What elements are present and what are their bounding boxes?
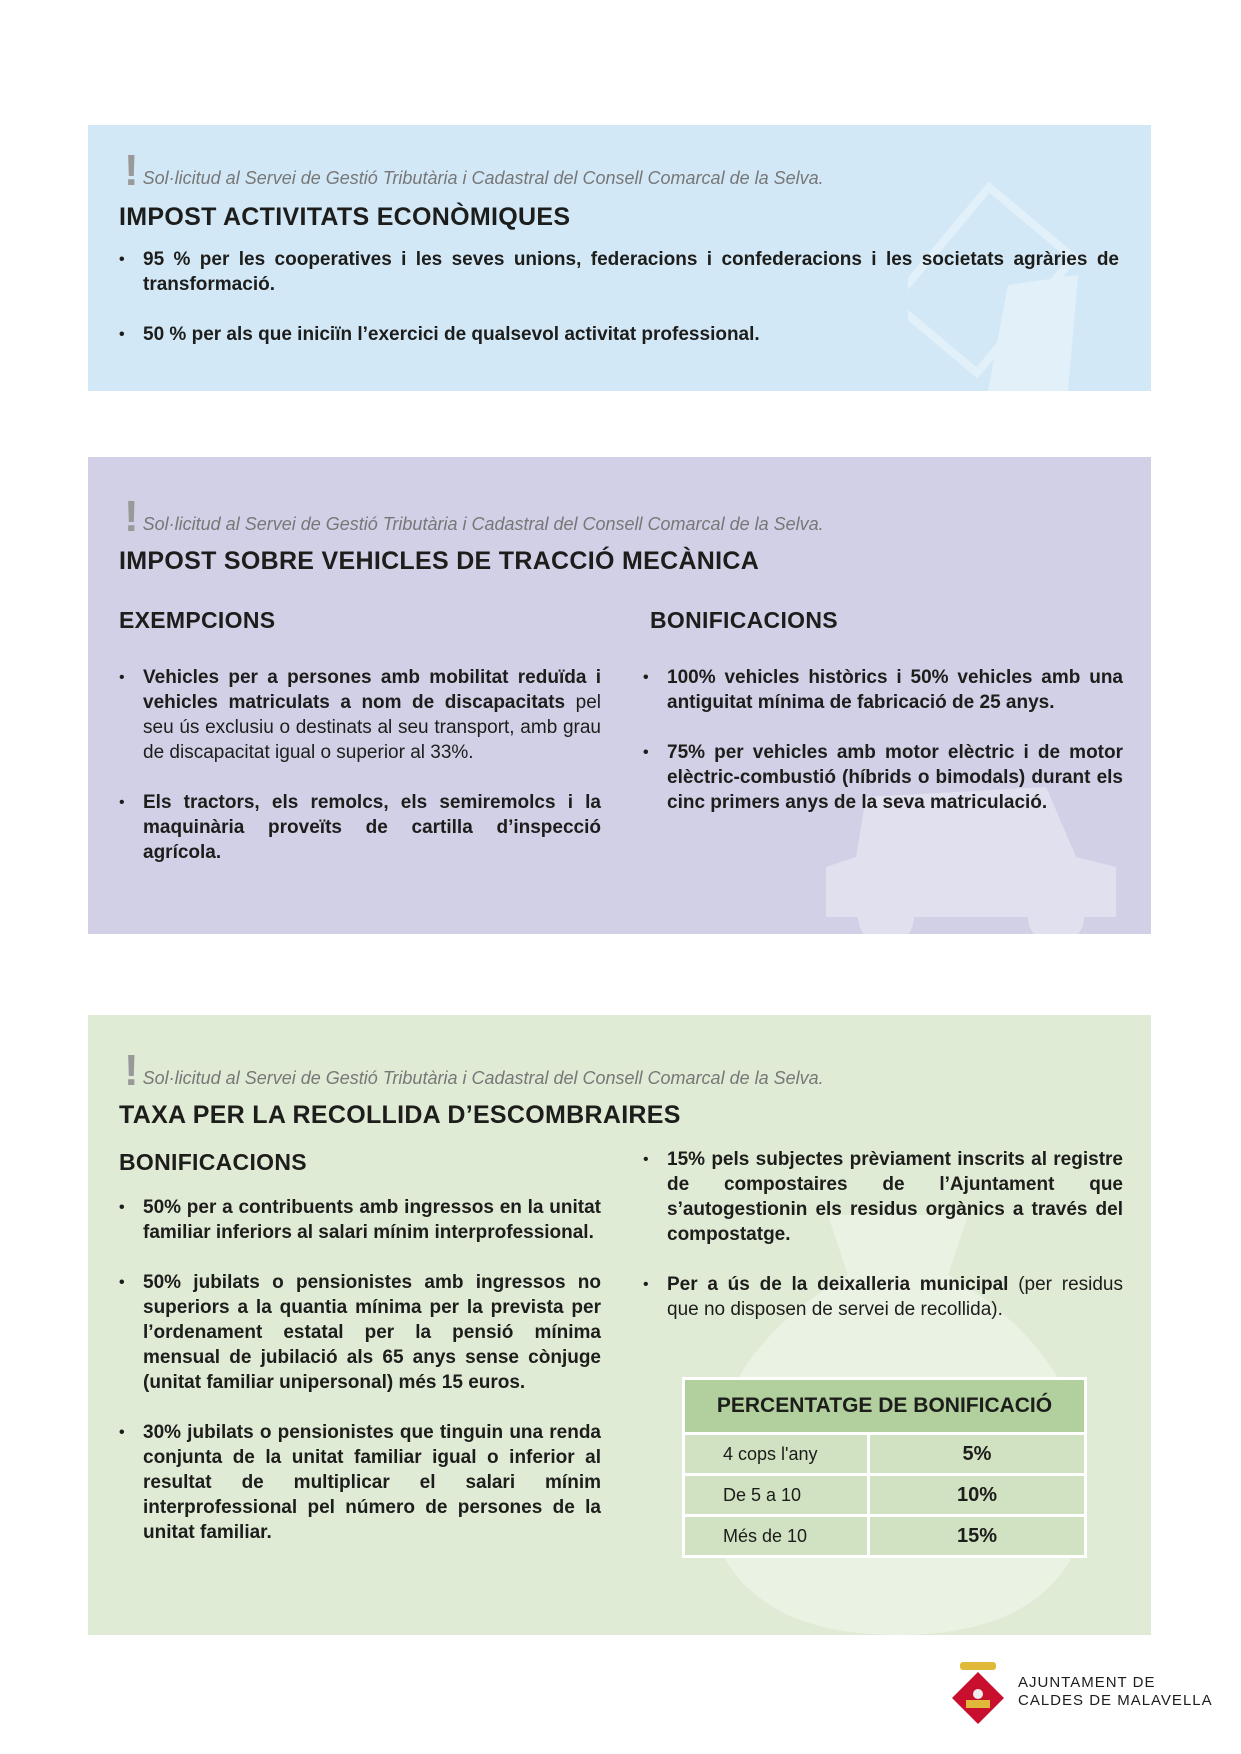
bonificacions-title: BONIFICACIONS (119, 1149, 307, 1175)
item-bold: Els tractors, els remolcs, els semiremolcs i la maquinària proveïts de cartilla d’inspecció agrícola. (143, 792, 601, 863)
exempcions-title: EXEMPCIONS (119, 607, 276, 633)
cell-percent: 10% (869, 1475, 1086, 1516)
left-list (119, 1195, 601, 1570)
table-row (684, 1516, 1086, 1557)
request-note (124, 146, 824, 195)
list-item (643, 1272, 1123, 1322)
list-item (119, 790, 601, 865)
item-text: (per residus que no disposen de servei de recollida). (667, 1274, 1123, 1320)
exclamation-icon: ! (124, 146, 139, 195)
list-item: • 50% per a contribuents amb ingressos en la unitat familiar inferiors al salari mínim interprofessional. (119, 1195, 601, 1245)
logo-line: AJUNTAMENT DE (1018, 1674, 1156, 1691)
escombraries-panel (88, 1015, 1151, 1635)
section-title: IMPOST ACTIVITATS ECONÒMIQUES (119, 203, 571, 231)
list-item: • 50 % per als que iniciïn l’exercici de qualsevol activitat professional. (119, 322, 1119, 347)
list-item: • 100% vehicles històrics i 50% vehicles amb una antiguitat mínima de fabricació de 25 anys. (643, 665, 1123, 715)
right-list (643, 1147, 1123, 1347)
item-bold: Vehicles per a persones amb mobilitat reduïda i vehicles matriculats a nom de discapacitats (143, 667, 601, 713)
logo-line: CALDES DE MALAVELLA (1018, 1692, 1213, 1709)
cell-frequency: De 5 a 10 (684, 1475, 869, 1516)
exempcions-list (119, 665, 601, 890)
table-row (684, 1434, 1086, 1475)
cell-frequency: 4 cops l'any (684, 1434, 869, 1475)
cell-percent: 5% (869, 1434, 1086, 1475)
item-bold: Per a ús de la deixalleria municipal (667, 1274, 1009, 1295)
note-text: Sol·licitud al Servei de Gestió Tributària i Cadastral del Consell Comarcal de la Selva. (142, 168, 824, 188)
coat-of-arms-icon (950, 1660, 1006, 1724)
section-title: IMPOST SOBRE VEHICLES DE TRACCIÓ MECÀNICA (119, 547, 760, 575)
table-header: PERCENTATGE DE BONIFICACIÓ (684, 1379, 1086, 1434)
cell-percent: 15% (869, 1516, 1086, 1557)
logo-text (1018, 1674, 1213, 1710)
exclamation-icon: ! (124, 492, 139, 541)
note-text: Sol·licitud al Servei de Gestió Tributària i Cadastral del Consell Comarcal de la Selva. (142, 514, 824, 534)
request-note (124, 492, 824, 541)
bonificacions-title: BONIFICACIONS (650, 607, 838, 633)
list-item: • 50% jubilats o pensionistes amb ingressos no superiors a la quantia mínima per la prevista per l’ordenament estatal per la pensió mínima mensual de jubilació als 65 anys sense cònjuge (unitat familiar unipersonal) més 15 euros. (119, 1270, 601, 1395)
cell-frequency: Més de 10 (684, 1516, 869, 1557)
list-item (643, 1147, 1123, 1247)
list-item (119, 665, 601, 765)
list-item: • 95 % per les cooperatives i les seves unions, federacions i confederacions i les societats agràries de transformació. (119, 247, 1119, 297)
bonificacions-list (643, 665, 1123, 840)
ivtm-panel (88, 457, 1151, 934)
item-text: pel seu ús exclusiu o destinats al seu transport, amb grau de discapacitat igual o superior al 33%. (143, 692, 601, 763)
table-row (684, 1475, 1086, 1516)
section-title: TAXA PER LA RECOLLIDA D’ESCOMBRAIRES (119, 1101, 681, 1129)
note-text: Sol·licitud al Servei de Gestió Tributària i Cadastral del Consell Comarcal de la Selva. (142, 1068, 824, 1088)
item-bold: 15% pels subjectes prèviament inscrits al registre de compostaires de l’Ajuntament que s’autogestionin els residus orgànics a través del compostatge. (667, 1149, 1123, 1245)
exclamation-icon: ! (124, 1046, 139, 1095)
ajuntament-logo (950, 1660, 1213, 1724)
bonification-table (682, 1377, 1087, 1558)
iae-panel (88, 125, 1151, 391)
iae-list (119, 247, 1119, 372)
request-note (124, 1046, 824, 1095)
list-item: • 75% per vehicles amb motor elèctric i de motor elèctric-combustió (híbrids o bimodals) durant els cinc primers anys de la seva matriculació. (643, 740, 1123, 815)
list-item: • 30% jubilats o pensionistes que tinguin una renda conjunta de la unitat familiar igual o inferior al resultat de multiplicar el salari mínim interprofessional pel número de persones de la unitat familiar. (119, 1420, 601, 1545)
